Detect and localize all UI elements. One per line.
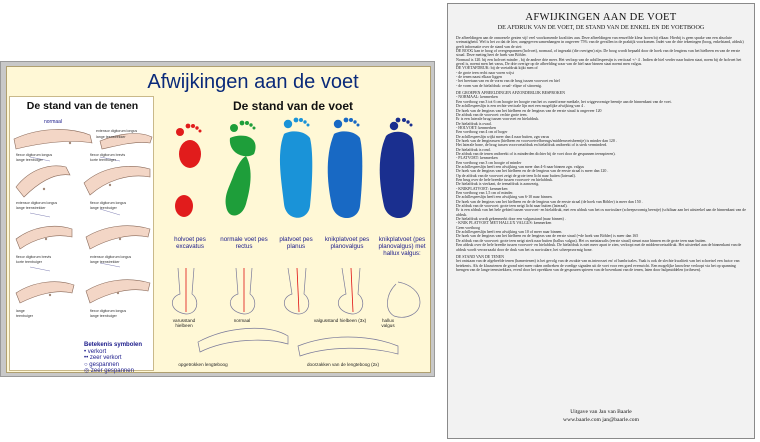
leaflet-paragraph: Een voetboog van 3 tot 6 cm hoogte ter hoogte van het os cuneiforme mediale, het wiggevormige beentje aan de binnenkant van de voet. <box>456 98 672 104</box>
leaflet-paragraph: Normaal is 120. bij een holvoet minder , bij de andere drie meer. Het verloop van de achillespeesijn is verticaal +/- 4 . Indien de hiel verder naar buiten staat, noem bij de holvoet het geval is, noemt men het varus, De drie overige op de afbeelding waar van de hiel naar binnen staat noemt men valgus. <box>456 56 742 67</box>
xray-label-lengteboog-up: opgetrokken lengteboog <box>178 362 228 367</box>
legend-item-gespannen: ○ gespannen <box>84 361 119 368</box>
toes-panel <box>9 96 154 375</box>
leaflet-paragraph: het ontstaan van de afgebeelde tenen (hamertenen) is het gevolg van de zwakte van m.interossei en/ of lumbricales. Vaak is ook de slechte kwaliteit van het schoeisel een factor van betekenis. Als de klauwtenen de grond niet meer raken ontbreken de voedige signalen uit de voet voor een goed evenwicht. Een mogelijke knowlese verloopt via het op spanning brengen van de lange teenstrekkers, evenl door het opvekken van de gespouren spieren van de bovenkant van de tenen, laten door hulpmiddelen (orthesen). <box>456 258 740 272</box>
leaflet-paragraph: DE STAND VAN DE TENEN <box>456 253 505 259</box>
leaflet-paragraph: Een voetboog van 3 cm hoogte of minder <box>456 159 522 165</box>
toe-label-16: teenbuiger <box>16 314 33 318</box>
xray-label-normaal: normaal <box>233 318 251 323</box>
legend-item-zeer-gespannen: ◎ zeer gespannen <box>84 368 134 375</box>
leaflet-paragraph: DE GROEPEN AFBEELDINGEN AFZONDERLIJK BESPROKEN <box>456 90 565 96</box>
leaflet-paragraph: Het laterale bone, de brug tussen voorvoetafdruk en hielafdruk ontbreekt of is sterk verminderd. <box>456 142 608 148</box>
footprint-holvoet <box>175 124 202 217</box>
leaflet-paragraph: De afdruk van de voorvoet: grote teen neigt licht naar buiten (lateraal). <box>456 203 568 209</box>
toe-label-8: lange teenstrekker <box>16 206 46 210</box>
leaflet-paragraph: Een voetboog van 4 cm of hoger <box>456 129 508 135</box>
footprint-hallux <box>380 118 415 218</box>
leaflet-paragraph: De achillespeeslijn is een rechte verticale lijn met een mogelijke afwijking van 4 . <box>456 103 586 109</box>
leaflet-paragraph: Een brug over de hele breedte tussen voorvoet- en hielafdruk. <box>456 177 554 182</box>
toe-label-2: lange teenstrekker <box>96 135 126 139</box>
leaflet-paragraph: - de grote teen recht naar voren wijst <box>456 69 514 75</box>
leaflet-paragraph: - KNIKPLATVOET: kenmerken <box>456 185 508 191</box>
leaflet-paragraph: Geen voetboog <box>456 224 480 230</box>
xray-label-lengteboog-down: doorzakken van de lengteboog (2x) <box>306 362 380 367</box>
leaflet-paragraph: - KNIK PLATVOET MET HALLUX VALGUS: kenmerken <box>456 220 552 226</box>
leaflet-paragraph: Op de afdruk van de voorvoet zeigt de grote teen licht naar buiten (lateraal). <box>456 172 576 178</box>
leaflet-paragraph: De afdruk van de voorvoet: rechte grote teen. <box>456 111 528 117</box>
toe-label-17: flexor digitorum longus <box>90 309 127 313</box>
toe-label-4: lange teenbuiger <box>16 158 43 162</box>
leaflet-paragraph: De hoek van de lengteas van het hielbeen en de de lengteas van de eerste straal (de hoek van Böhler) is meer dan 150 . <box>456 198 643 204</box>
leaflet-paragraph: De hielafdruk wordt gekenmerkt door een valgusstand (naar binnen) . <box>456 216 566 222</box>
info-leaflet <box>447 3 755 439</box>
toe-label-11: flexor digitorum brevis <box>16 255 52 259</box>
toe-label-7: extensor digitorum longus <box>16 201 58 205</box>
leaflet-paragraph: De hoek van de lengteas van het hielbeen en de lengteas van de eerste straal (=de hoek van Böhler) is meer dan 165 <box>456 233 639 239</box>
anatomy-poster <box>0 61 435 377</box>
poster-canvas <box>6 66 431 373</box>
publisher-contact: www.baarle.com jan@baarle.com <box>563 417 639 423</box>
leaflet-paragraph: De achillespeeslijn heeft een afwijking van meer dan 4-6 naar binnen zgn. valgus <box>456 163 585 169</box>
footprint-normaal <box>226 121 256 216</box>
toe-label-6: korte teenbuiger <box>90 158 116 162</box>
leaflet-paragraph: Er is een afdruk van het hele gebied tussen voorvoet- en hielafdruk, met een afdruk van het os naviculare (scheepsvormig beentje) (schiltaar aan het uitsteekel aan de binnenkant van de afdruk. <box>456 207 746 217</box>
leaflet-paragraph: De afbeeldingen aan de onnoezele gezien vijf veel voorkomende kwalities aan. Deze afbeeldingen van eenzelfde kleur horen bij elkaar. Hierbij is geen sprake van een absolute wetmatigheid. Wel is het zo dat de hier, aangegeven samenhangen in ongeveer 75% van de gevallen in de praktijk voorkomen. Indet van de drie tekeningen (boog, enkelstand, afdruk) geeft informatie over de stand van de stet: <box>456 36 744 49</box>
foot-panel-title: De stand van de voet <box>232 99 354 113</box>
toes-panel-title: De stand van de tenen <box>26 100 139 112</box>
xray-label-varus: varusstand hielbeen <box>172 318 196 328</box>
leaflet-paragraph: De hoek van de lengteas van het hielbeen en de de lengteas van de eerste straal is meer dan 120 . <box>456 168 609 174</box>
leaflet-paragraph: De hielafdruk is ovaal. <box>456 120 492 126</box>
footprint-row <box>158 114 428 234</box>
legend-item-zeer-verkort: •• zeer verkort <box>84 355 122 362</box>
foot-type-label-normaal: normale voet pes rectus <box>220 236 268 250</box>
leaflet-paragraph: - PLATVOET: kenmerken <box>456 155 498 161</box>
leaflet-paragraph: De hielafdruk is rond. <box>456 146 491 152</box>
footprint-platvoet <box>280 118 312 218</box>
xray-label-valgus: valgusstand hielbeen (3x) <box>313 318 367 323</box>
leaflet-subtitle: DE AFDRUK VAN DE VOET, DE STAND VAN DE ENKEL EN DE VOETBOOG <box>497 25 705 31</box>
leaflet-paragraph: - NORMAAL: kenmerken <box>456 94 498 100</box>
leaflet-paragraph: De achillespeeslijn heeft een afwijking van 6-10 naar binnen. <box>456 194 553 200</box>
leaflet-paragraph: Een afdruk over de hele breedte tussen voorvoet- en hielafdruk. De hielafdruk is niet meer apart te zien, verloopt met de middenvoetsafdruk. Het uitsteekel aan de binnenkant van de afdruk wordt veroorzaakt door de druk van het os naviculare, het scheepsvormig bone. <box>456 242 742 252</box>
foot-type-label-hallux: knikplatvoet (pes planovalgus) met hallux valgus: <box>378 236 426 257</box>
publisher-name: Uitgave van Jan van Baarle <box>570 409 632 415</box>
toe-label-14: lange teenstrekker <box>90 260 120 264</box>
xray-label-hallux: hallux valgus <box>381 318 395 328</box>
toe-label-5: flexor digitorum brevis <box>90 153 126 157</box>
leaflet-paragraph: De afdruk van de tenen ontbreekt of is minderden dichter bij de voet door de gespannen teenspieren). <box>456 150 616 156</box>
toe-label-10: lange teenbuiger <box>90 206 117 210</box>
leaflet-paragraph: DE VOETAFDRUK: bij de voetafdruk kijkt men of <box>456 65 538 71</box>
foot-panel <box>158 96 428 371</box>
leaflet-paragraph: Een voetboog van 1,5 cm of minder. <box>456 190 514 196</box>
leaflet-paragraph: De hoek van de lengteas van het hielbeen en de lengteas van de eerste straal is ongeveer 120 <box>456 107 602 113</box>
toe-label-3: flexor digitorum longus <box>16 153 53 157</box>
symbol-legend <box>84 342 142 375</box>
toe-illustrations <box>10 97 155 372</box>
leaflet-paragraph: De hoek van de lengteassen (hielbeen en voorvoetvelbrerugs/middenvoetsbeentje) is minder dan 120 . <box>456 137 617 143</box>
foot-type-label-holvoet: holvoet pes excavatus <box>174 236 206 250</box>
leaflet-paragraph: De achillespeeslijn heeft een afwijking van 10 of meer naar binnen. <box>456 229 563 235</box>
footprint-knikplatvoet <box>328 118 363 218</box>
leaflet-paragraph: De hielafdruk is vierkant, de teenafdruk is aanwezig. <box>456 181 540 187</box>
leaflet-paragraph: - de tenen naast elkaar liggen <box>456 74 503 80</box>
toe-label-9: flexor digitorum longus <box>90 201 127 205</box>
leaflet-paragraph: DE BOOG kan te hoog of overgespannen (holvoet), normaal, of ingezakt (die overigen) zijn. De boog wordt bepaald door de hoek van de lengteas van het hielbeen en van de eerste straal. Deze meting heet de hoek van Böhler. <box>456 48 741 58</box>
leaflet-title: AFWIJKINGEN AAN DE VOET <box>525 12 677 23</box>
leaflet-paragraph: De achillespeeslijn wijkt meer dan 4 naar buiten, zgn varus <box>456 133 550 139</box>
leaflet-paragraph: De afdruk van de voorvoet: grote teen neigt sterk naar buiten (hallux valgus). Het os metatarsalis (eerste straal) steunt naar binnen en de grote teen naar buiten. <box>456 237 707 243</box>
leaflet-paragraph: - de vorm van de hielafdruk: ovaal- elipse of sitroenig. <box>456 82 542 88</box>
poster-title: Afwijkingen aan de voet <box>147 71 359 93</box>
leaflet-paragraph: Er is een laterale brug tussen voorvoet en hielafdruk. <box>456 116 540 122</box>
leaflet-paragraph: - HOLVOET: kenmerken <box>456 124 496 130</box>
leaflet-body <box>456 36 748 396</box>
leaflet-paragraph: - het breetaan van en de vorm van de brug tussen voorvoet en hiel <box>456 78 560 84</box>
foot-type-label-knikplatvoet: knikplatvoet pes planovalgus <box>324 236 370 250</box>
toe-label-normaal: normaal <box>44 119 63 125</box>
toe-label-15: lange <box>16 309 25 313</box>
legend-item-verkort: • verkort <box>84 348 107 355</box>
toe-label-18: lange teenbuiger <box>90 314 117 318</box>
toe-label-13: extensor digitorum longus <box>90 255 132 259</box>
publisher-info <box>448 408 754 424</box>
toe-label-1: extensor digitorum longus <box>96 129 138 133</box>
foot-type-label-platvoet: platvoet pes planus <box>279 236 313 250</box>
legend-heading: Betekenis symbolen <box>84 342 143 348</box>
toe-label-12: korte teenbuiger <box>16 260 42 264</box>
